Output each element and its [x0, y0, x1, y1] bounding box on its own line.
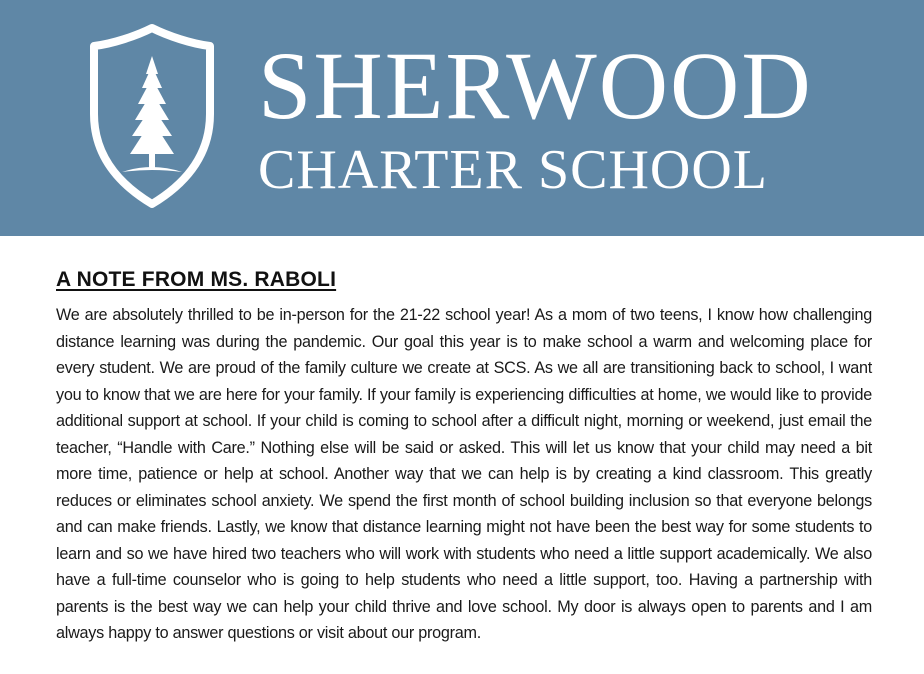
school-name-line2: CHARTER SCHOOL — [258, 139, 769, 201]
note-section — [56, 268, 872, 647]
note-body: We are absolutely thrilled to be in-person for the 21-22 school year! As a mom of two teens, I know how challenging distance learning was during the pandemic. Our goal this year is to make school a warm and welcoming place for every student. We are proud of the family culture we create at SCS. As we all are transitioning back to school, I want you to know that we are here for your family. If your family is experiencing difficulties at home, we would like to provide additional support at school. If your child is coming to school after a difficult night, morning or weekend, just email the teacher, “Handle with Care.” Nothing else will be said or asked. This will let us know that your child may need a bit more time, patience or help at school. Another way that we can help is by creating a kind classroom. This greatly reduces or eliminates school anxiety. We spend the first month of school building inclusion so that everyone belongs and can make friends. Lastly, we know that distance learning might not have been the best way for some students to learn and so we have hired two teachers who will work with students who need a little support academically. We also have a full-time counselor who is going to help students who need a little support, too. Having a partnership with parents is the best way we can help your child thrive and love school. My door is always open to parents and I am always happy to answer questions or visit about our program. — [56, 306, 872, 642]
header-banner — [0, 0, 924, 236]
school-name-line1: SHERWOOD — [258, 32, 813, 139]
note-title: A NOTE FROM MS. RABOLI — [56, 268, 337, 291]
tree-shield-crest-icon — [88, 22, 216, 210]
school-name — [258, 32, 898, 201]
